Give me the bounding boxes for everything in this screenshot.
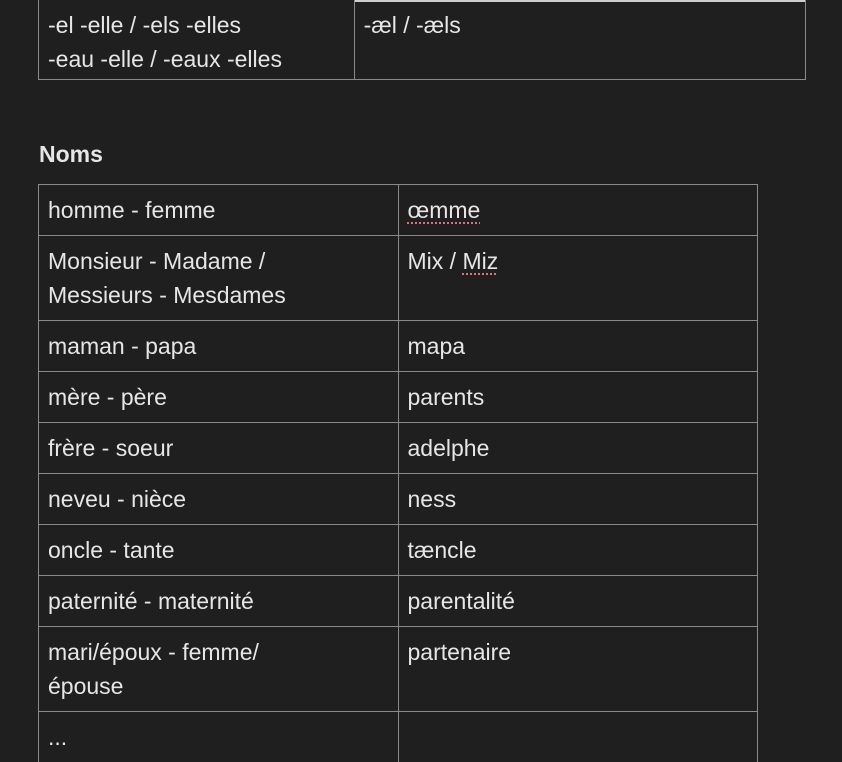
table-row: [39, 474, 758, 525]
table-row: [39, 185, 758, 236]
table-row: [39, 576, 758, 627]
cell-text: adelphe: [407, 435, 490, 461]
table-cell-neutral[interactable]: [398, 576, 758, 627]
section-heading-noms: Noms: [39, 141, 103, 167]
cell-text: frère - soeur: [48, 435, 174, 461]
table-cell-gendered[interactable]: [39, 474, 399, 525]
table-cell-gendered[interactable]: [39, 321, 399, 372]
table-row: [39, 525, 758, 576]
cell-text: -æl / -æls: [363, 12, 461, 38]
cell-text: paternité - maternité: [48, 588, 254, 614]
table-cell-gendered[interactable]: [39, 236, 399, 321]
cell-text: partenaire: [407, 639, 512, 665]
table-row: [39, 321, 758, 372]
table-cell-gendered[interactable]: [39, 185, 399, 236]
table-cell-gendered[interactable]: [39, 423, 399, 474]
table-cell-neutral[interactable]: [398, 423, 758, 474]
table-cell-neutral[interactable]: [398, 712, 758, 762]
table-row: [39, 0, 806, 80]
cell-text: Mix /: [407, 248, 463, 274]
cell-text: parentalité: [407, 588, 515, 614]
table-cell-neutral[interactable]: [398, 627, 758, 712]
cell-text-line: Monsieur - Madame /: [48, 248, 266, 274]
table-cell-feminine-masculine-endings[interactable]: [39, 0, 355, 80]
cell-text: mère - père: [48, 384, 167, 410]
table-cell-neutral-ending[interactable]: [354, 0, 805, 80]
table-cell-gendered[interactable]: [39, 712, 399, 762]
table-cell-neutral[interactable]: [398, 372, 758, 423]
table-cell-gendered[interactable]: [39, 576, 399, 627]
table-cell-gendered[interactable]: [39, 627, 399, 712]
cell-text: homme - femme: [48, 197, 216, 223]
cell-text-spellcheck-flagged: Miz: [462, 248, 499, 274]
cell-text-line: épouse: [48, 673, 124, 699]
cell-text: oncle - tante: [48, 537, 175, 563]
cell-text-line: Messieurs - Mesdames: [48, 282, 286, 308]
cell-text-line: mari/époux - femme/: [48, 639, 259, 665]
cell-text: ness: [407, 486, 457, 512]
table-row: [39, 236, 758, 321]
endings-table: [38, 0, 806, 80]
cell-text: parents: [407, 384, 485, 410]
cell-text: mapa: [407, 333, 466, 359]
table-row: [39, 423, 758, 474]
cell-text: ...: [48, 724, 68, 750]
table-cell-neutral[interactable]: [398, 321, 758, 372]
cell-text: maman - papa: [48, 333, 197, 359]
cell-text-line: -el -elle / -els -elles: [48, 12, 241, 38]
table-cell-gendered[interactable]: [39, 525, 399, 576]
cell-text: neveu - nièce: [48, 486, 187, 512]
table-cell-neutral[interactable]: [398, 185, 758, 236]
table-cell-neutral[interactable]: [398, 474, 758, 525]
cell-text: tæncle: [407, 537, 477, 563]
nouns-table: [38, 184, 758, 762]
table-cell-neutral[interactable]: [398, 236, 758, 321]
cell-text-spellcheck-flagged: œmme: [407, 197, 481, 223]
table-row: [39, 712, 758, 762]
cell-text-line: -eau -elle / -eaux -elles: [48, 46, 282, 72]
table-cell-neutral[interactable]: [398, 525, 758, 576]
table-row: [39, 627, 758, 712]
table-cell-gendered[interactable]: [39, 372, 399, 423]
table-row: [39, 372, 758, 423]
